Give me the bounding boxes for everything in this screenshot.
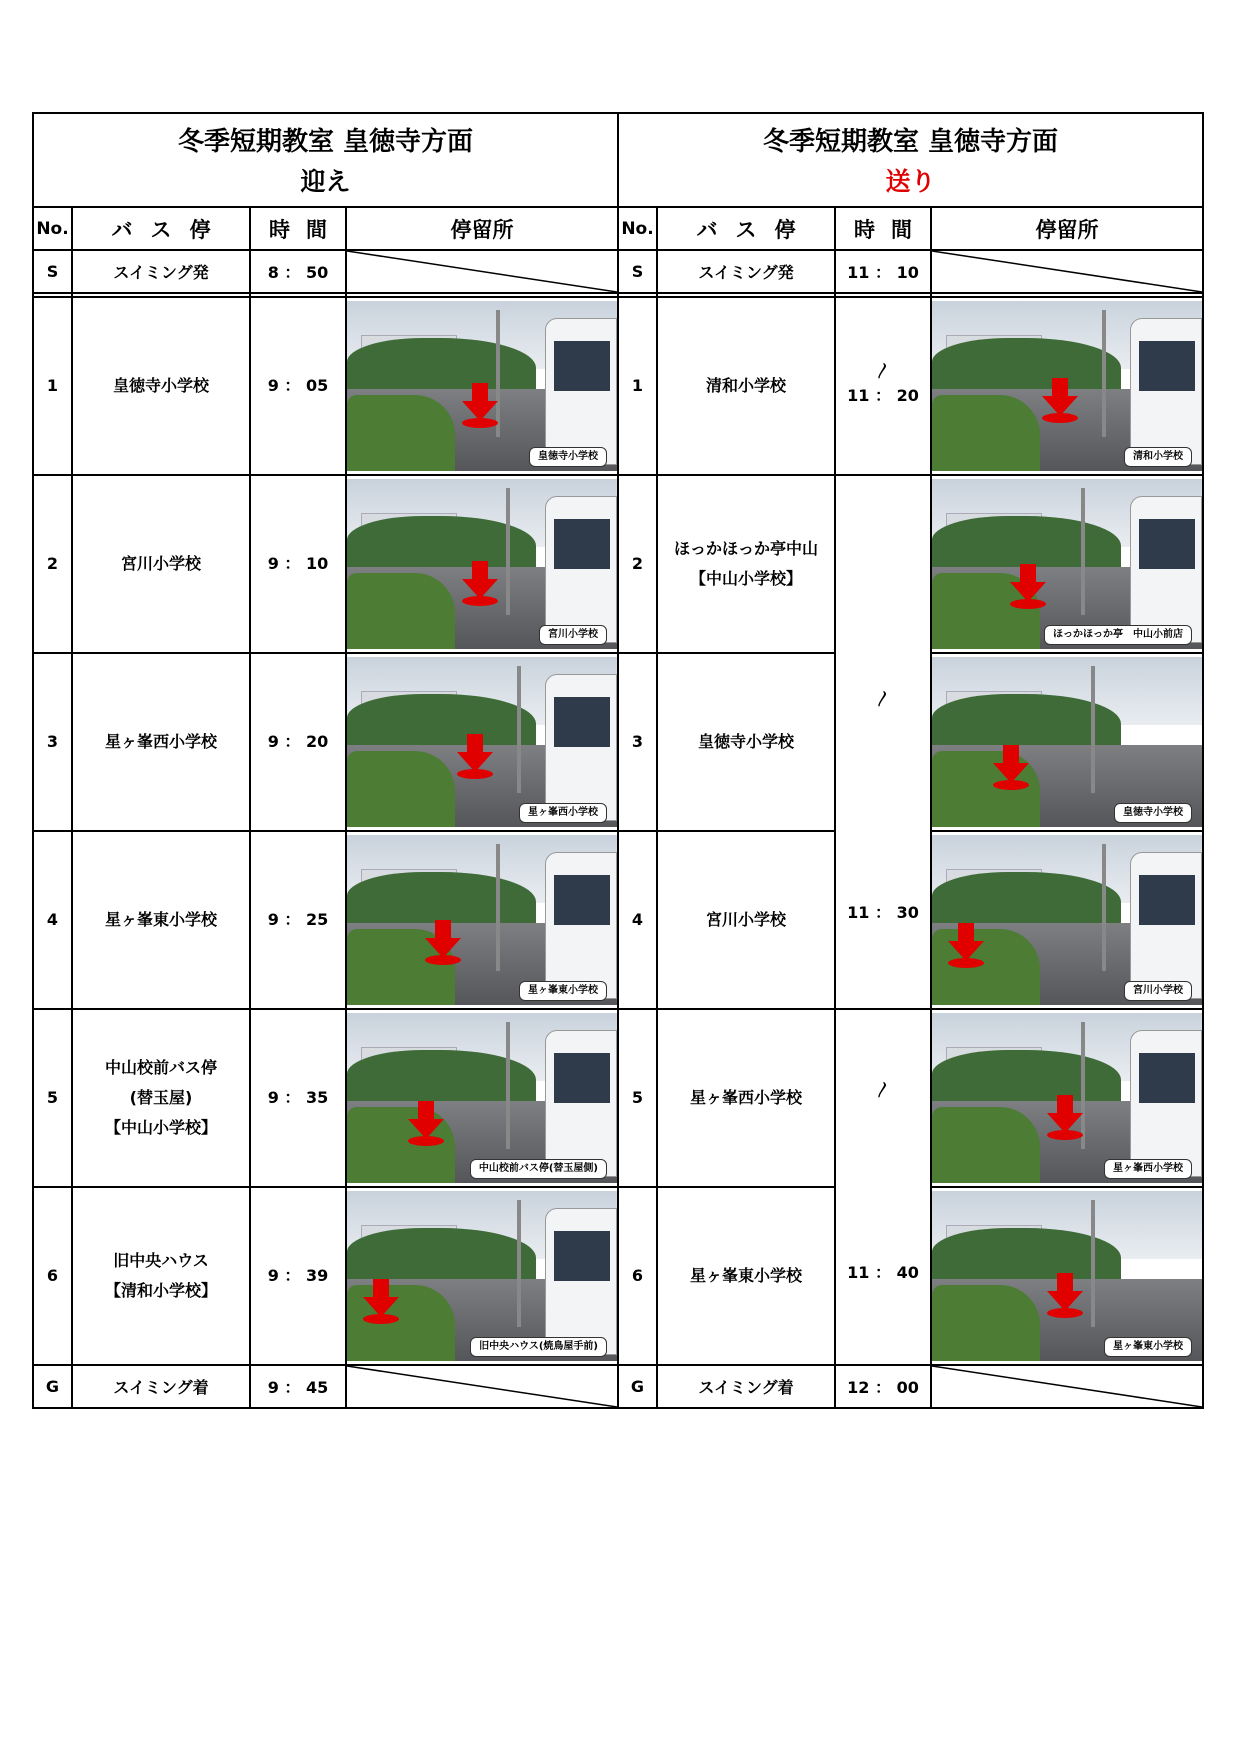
empty-diagonal-cell [931, 1365, 1203, 1408]
stop-no: 3 [618, 653, 657, 831]
stop-photo-cell [346, 1009, 618, 1187]
red-arrow-icon [460, 383, 500, 429]
stop-time: 9 ： 39 [250, 1187, 346, 1365]
stop-name [72, 1187, 250, 1365]
start-stop: スイミング発 [72, 250, 250, 293]
bus-schedule-sheet [32, 112, 1202, 1406]
pickup-schedule [32, 112, 617, 1406]
photo-bush [932, 1285, 1040, 1362]
stop-name-line: (替玉屋) [129, 1088, 193, 1107]
start-row [618, 250, 1203, 293]
stop-time [835, 475, 931, 1009]
photo-caption: 星ヶ峯西小学校 [1104, 1159, 1192, 1179]
stop-row [618, 1009, 1203, 1187]
stop-name-line: 宮川小学校 [705, 910, 786, 929]
stop-photo-cell [346, 475, 618, 653]
stop-photo-cell [931, 653, 1203, 831]
start-no: S [618, 250, 657, 293]
col-header-no: No. [618, 207, 657, 250]
stop-photo [932, 835, 1202, 1005]
goal-stop: スイミング着 [657, 1365, 835, 1408]
stop-name-line: 清和小学校 [705, 376, 786, 395]
stop-no: 6 [618, 1187, 657, 1365]
stop-name [657, 1187, 835, 1365]
stop-name-line: 皇徳寺小学校 [112, 376, 209, 395]
photo-pole [517, 666, 521, 794]
col-header-time: 時間 [835, 207, 931, 250]
photo-bus [545, 1030, 617, 1177]
stop-row [618, 297, 1203, 475]
pickup-title: 冬季短期教室 皇徳寺方面 [177, 127, 474, 157]
photo-pole [506, 488, 510, 616]
stop-no: 6 [33, 1187, 72, 1365]
photo-pole [1091, 1200, 1095, 1328]
stop-row [33, 475, 618, 653]
photo-bus [545, 496, 617, 643]
photo-bus [545, 852, 617, 999]
stop-photo-cell [931, 1009, 1203, 1187]
red-arrow-icon [423, 920, 463, 966]
col-header-no: No. [33, 207, 72, 250]
goal-no: G [618, 1365, 657, 1408]
photo-bus [1130, 1030, 1202, 1177]
photo-pole [496, 844, 500, 972]
col-header-photo: 停留所 [346, 207, 618, 250]
time-range-mark: 〳 [874, 361, 891, 380]
stop-photo-cell [931, 475, 1203, 653]
goal-time: 12 ： 00 [835, 1365, 931, 1408]
stop-no: 2 [618, 475, 657, 653]
stop-time: 9 ： 10 [250, 475, 346, 653]
photo-caption: 皇徳寺小学校 [529, 447, 607, 467]
photo-bus [545, 674, 617, 821]
photo-caption: 旧中央ハウス(焼鳥屋手前) [470, 1337, 607, 1357]
photo-pole [1091, 666, 1095, 794]
empty-diagonal-cell [346, 250, 618, 293]
stop-photo [932, 1191, 1202, 1361]
red-arrow-icon [361, 1279, 401, 1325]
empty-diagonal-cell [346, 1365, 618, 1408]
pickup-table [32, 112, 619, 1409]
photo-caption: 皇徳寺小学校 [1114, 803, 1192, 823]
stop-name-line: 星ヶ峯東小学校 [689, 1266, 802, 1285]
stop-no: 5 [618, 1009, 657, 1187]
stop-no: 3 [33, 653, 72, 831]
time-value: 11 ： 40 [847, 1263, 919, 1282]
photo-bus [1130, 496, 1202, 643]
stop-name [657, 475, 835, 653]
photo-caption: 星ヶ峯東小学校 [519, 981, 607, 1001]
stop-photo-cell [346, 297, 618, 475]
stop-name-line: 星ヶ峯西小学校 [104, 732, 217, 751]
photo-bus [545, 318, 617, 465]
stop-name [657, 1009, 835, 1187]
stop-photo [347, 479, 617, 649]
stop-time: 9 ： 25 [250, 831, 346, 1009]
stop-name-line: 旧中央ハウス [113, 1251, 209, 1270]
stop-name-line: 【中山小学校】 [689, 569, 802, 588]
red-arrow-icon [946, 923, 986, 969]
stop-photo-cell [931, 1187, 1203, 1365]
stop-photo [347, 835, 617, 1005]
start-row [33, 250, 618, 293]
photo-bush [932, 395, 1040, 472]
stop-row [33, 653, 618, 831]
col-header-stop: バス停 [72, 207, 250, 250]
stop-photo [347, 1013, 617, 1183]
red-arrow-icon [1040, 378, 1080, 424]
stop-photo [347, 301, 617, 471]
col-header-photo: 停留所 [931, 207, 1203, 250]
stop-name [72, 475, 250, 653]
stop-name [72, 1009, 250, 1187]
start-time: 11 ： 10 [835, 250, 931, 293]
stop-photo-cell [346, 653, 618, 831]
goal-row [618, 1365, 1203, 1408]
red-arrow-icon [455, 734, 495, 780]
goal-stop: スイミング着 [72, 1365, 250, 1408]
stop-name-line: 中山校前バス停 [104, 1058, 217, 1077]
red-arrow-icon [1045, 1273, 1085, 1319]
stop-time [835, 297, 931, 475]
photo-bus [545, 1208, 617, 1355]
photo-bush [347, 573, 455, 650]
stop-photo [932, 1013, 1202, 1183]
dropoff-table [617, 112, 1204, 1409]
photo-bus [1130, 318, 1202, 465]
start-time: 8 ： 50 [250, 250, 346, 293]
stop-time: 9 ： 35 [250, 1009, 346, 1187]
stop-no: 5 [33, 1009, 72, 1187]
stop-time [835, 1009, 931, 1365]
stop-name [657, 653, 835, 831]
stop-name [72, 653, 250, 831]
stop-photo [347, 1191, 617, 1361]
start-stop: スイミング発 [657, 250, 835, 293]
photo-caption: 宮川小学校 [1124, 981, 1192, 1001]
stop-photo [932, 657, 1202, 827]
dropoff-subtitle: 送り [885, 167, 936, 196]
stop-row [33, 831, 618, 1009]
stop-no: 1 [618, 297, 657, 475]
stop-row [33, 1009, 618, 1187]
time-range-mark: 〳 [874, 688, 891, 708]
stop-photo [347, 657, 617, 827]
col-header-stop: バス停 [657, 207, 835, 250]
photo-bus [1130, 852, 1202, 999]
goal-no: G [33, 1365, 72, 1408]
stop-photo-cell [931, 297, 1203, 475]
stop-photo [932, 301, 1202, 471]
stop-no: 4 [33, 831, 72, 1009]
stop-no: 2 [33, 475, 72, 653]
time-value: 11 ： 20 [847, 386, 919, 405]
stop-photo-cell [346, 831, 618, 1009]
photo-pole [506, 1022, 510, 1150]
start-no: S [33, 250, 72, 293]
red-arrow-icon [991, 745, 1031, 791]
photo-pole [1102, 310, 1106, 438]
stop-photo-cell [931, 831, 1203, 1009]
dropoff-schedule [617, 112, 1202, 1406]
stop-time: 9 ： 20 [250, 653, 346, 831]
photo-bush [347, 395, 455, 472]
stop-photo [932, 479, 1202, 649]
photo-caption: 中山校前バス停(替玉屋側) [470, 1159, 607, 1179]
stop-name [657, 297, 835, 475]
stop-no: 1 [33, 297, 72, 475]
red-arrow-icon [406, 1101, 446, 1147]
stop-row [33, 1187, 618, 1365]
goal-time: 9 ： 45 [250, 1365, 346, 1408]
col-header-time: 時間 [250, 207, 346, 250]
goal-row [33, 1365, 618, 1408]
stop-name-line: 皇徳寺小学校 [697, 732, 794, 751]
photo-caption: ほっかほっか亭 中山小前店 [1044, 625, 1192, 645]
pickup-title-cell [33, 113, 618, 207]
stop-no: 4 [618, 831, 657, 1009]
photo-pole [1081, 488, 1085, 616]
photo-caption: 星ヶ峯西小学校 [519, 803, 607, 823]
time-range-mark: 〳 [874, 1080, 891, 1099]
dropoff-title-cell [618, 113, 1203, 207]
stop-name-line: 星ヶ峯西小学校 [689, 1088, 802, 1107]
red-arrow-icon [1008, 564, 1048, 610]
red-arrow-icon [1045, 1095, 1085, 1141]
dropoff-title: 冬季短期教室 皇徳寺方面 [762, 127, 1059, 157]
red-arrow-icon [460, 561, 500, 607]
pickup-subtitle: 迎え [300, 167, 351, 196]
stop-row [618, 475, 1203, 653]
photo-pole [1102, 844, 1106, 972]
stop-row [33, 297, 618, 475]
stop-name-line: 【中山小学校】 [104, 1118, 217, 1137]
photo-caption: 星ヶ峯東小学校 [1104, 1337, 1192, 1357]
stop-time: 9 ： 05 [250, 297, 346, 475]
photo-pole [517, 1200, 521, 1328]
photo-caption: 宮川小学校 [539, 625, 607, 645]
stop-name-line: 星ヶ峯東小学校 [104, 910, 217, 929]
stop-name [72, 831, 250, 1009]
time-value: 11 ： 30 [847, 903, 919, 922]
stop-photo-cell [346, 1187, 618, 1365]
stop-name [72, 297, 250, 475]
photo-caption: 清和小学校 [1124, 447, 1192, 467]
stop-name-line: 宮川小学校 [120, 554, 201, 573]
stop-name [657, 831, 835, 1009]
stop-name-line: ほっかほっか亭中山 [673, 539, 818, 558]
photo-bush [932, 1107, 1040, 1184]
empty-diagonal-cell [931, 250, 1203, 293]
photo-bush [347, 751, 455, 828]
stop-name-line: 【清和小学校】 [104, 1281, 217, 1300]
